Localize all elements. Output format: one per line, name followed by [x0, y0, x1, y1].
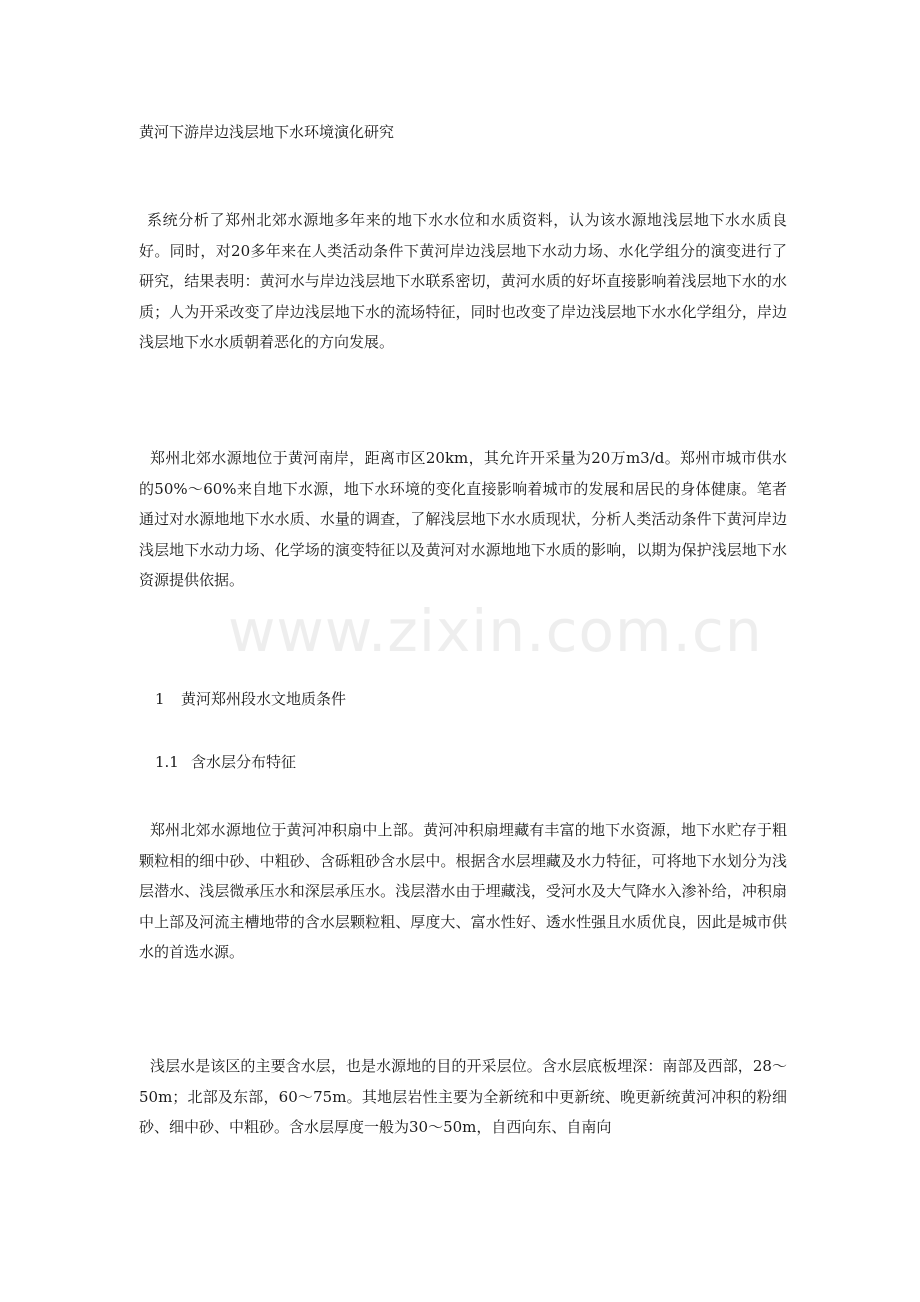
subsection-number: 1.1 — [155, 753, 179, 771]
section-title: 黄河郑州段水文地质条件 — [181, 690, 347, 708]
section-number: 1 — [155, 690, 165, 708]
document-title: 黄河下游岸边浅层地下水环境演化研究 — [139, 123, 395, 141]
watermark: www.zixin.com.cn — [228, 597, 763, 665]
shallow-water-paragraph: 浅层水是该区的主要含水层，也是水源地的目的开采层位。含水层底板埋深：南部及西部，28～50m；北部及东部，60～75m。其地层岩性主要为全新统和中更新统、晚更新统黄河冲积的粉细砂、细中砂、中粗砂。含水层厚度一般为30～50m，自西向东、自南向 — [139, 1057, 787, 1137]
aquifer-paragraph: 郑州北郊水源地位于黄河冲积扇中上部。黄河冲积扇埋藏有丰富的地下水资源，地下水贮存于粗颗粒相的细中砂、中粗砂、含砾粗砂含水层中。根据含水层埋藏及水力特征，可将地下水划分为浅层潜水、浅层微承压水和深层承压水。浅层潜水由于埋藏浅，受河水及大气降水入渗补给，冲积扇中上部及河流主槽地带的含水层颗粒粗、厚度大、富水性好、透水性强且水质优良，因此是城市供水的首选水源。 — [139, 821, 787, 962]
section-heading-1 — [155, 689, 346, 709]
subsection-title: 含水层分布特征 — [191, 753, 297, 771]
subsection-heading-1-1 — [155, 752, 296, 772]
abstract-paragraph: 系统分析了郑州北郊水源地多年来的地下水水位和水质资料，认为该水源地浅层地下水水质良好。同时，对20多年来在人类活动条件下黄河岸边浅层地下水动力场、水化学组分的演变进行了研究，结果表明：黄河水与岸边浅层地下水联系密切，黄河水质的好坏直接影响着浅层地下水的水质；人为开采改变了岸边浅层地下水的流场特征，同时也改变了岸边浅层地下水水化学组分，岸边浅层地下水水质朝着恶化的方向发展。 — [139, 211, 787, 352]
intro-paragraph: 郑州北郊水源地位于黄河南岸，距离市区20km，其允许开采量为20万m3/d。郑州市城市供水的50%～60%来自地下水源，地下水环境的变化直接影响着城市的发展和居民的身体健康。笔者通过对水源地地下水水质、水量的调查，了解浅层地下水水质现状，分析人类活动条件下黄河岸边浅层地下水动力场、化学场的演变特征以及黄河对水源地地下水质的影响，以期为保护浅层地下水资源提供依据。 — [139, 449, 787, 590]
